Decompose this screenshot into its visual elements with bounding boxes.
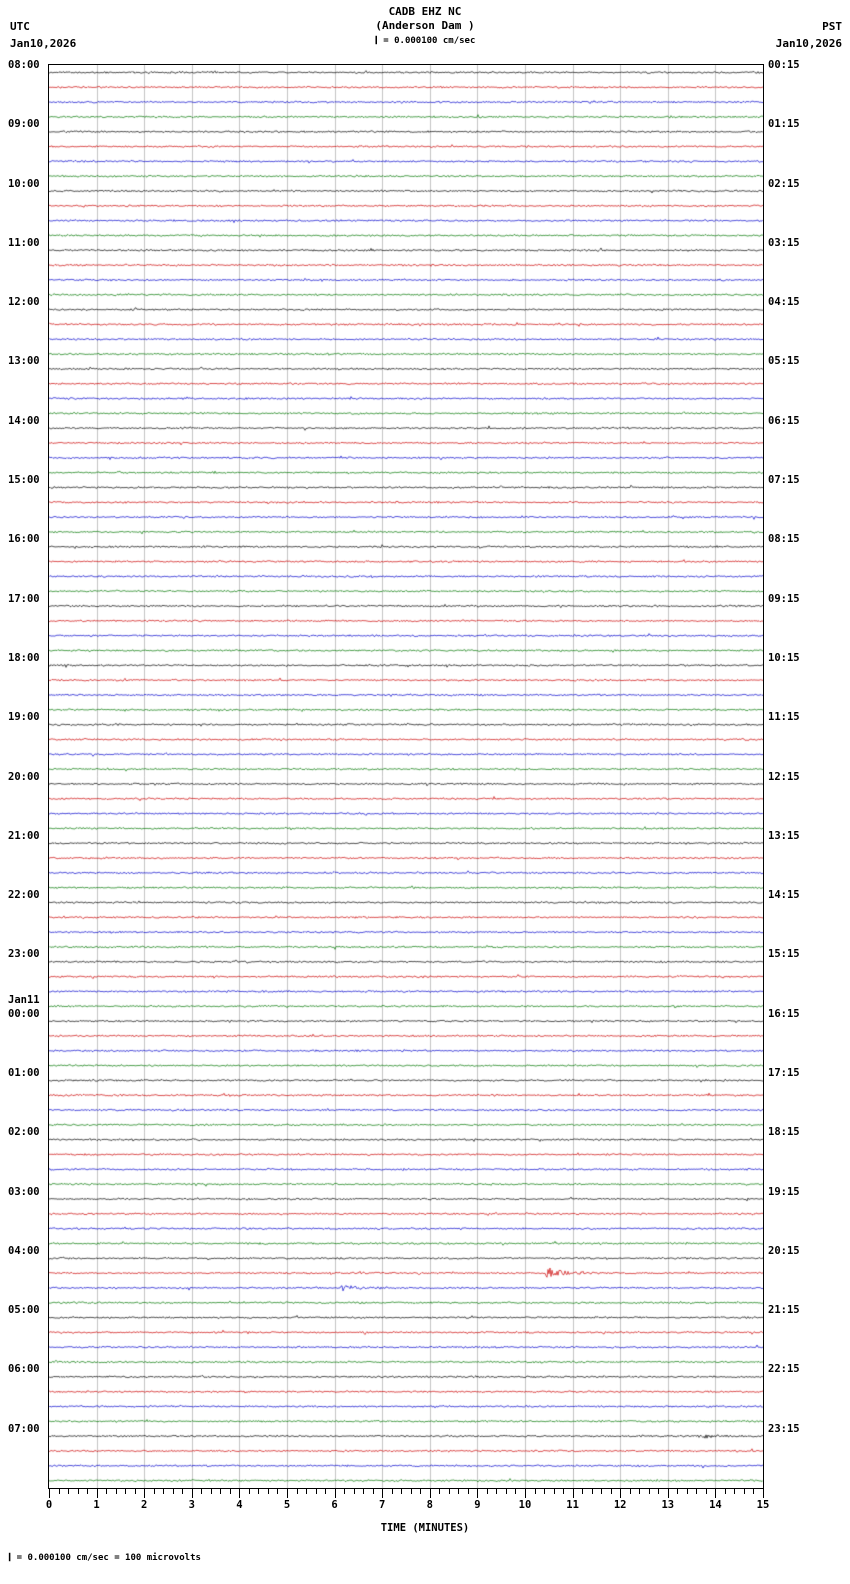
hour-label-pst: 23:15 — [768, 1422, 800, 1435]
hour-label-pst: 00:15 — [768, 59, 800, 71]
scale-bar-label: = 0.000100 cm/sec — [383, 36, 476, 46]
x-tick-minor — [211, 1489, 212, 1494]
footer-scale-icon: Ⅰ — [8, 1551, 12, 1564]
timezone-label-utc: UTC — [10, 20, 30, 33]
x-tick-label: 4 — [236, 1499, 243, 1511]
x-tick-major — [668, 1489, 669, 1498]
hour-label-pst: 02:15 — [768, 177, 800, 190]
x-tick-minor — [706, 1489, 707, 1494]
x-tick-minor — [496, 1489, 497, 1494]
x-tick-minor — [249, 1489, 250, 1494]
hour-label-pst: 08:15 — [768, 533, 800, 546]
hour-label-utc: 06:00 — [8, 1363, 40, 1376]
x-tick-minor — [78, 1489, 79, 1494]
hour-label-pst: 04:15 — [768, 296, 800, 309]
hour-label-utc: 18:00 — [8, 651, 40, 664]
x-axis — [45, 1489, 770, 1519]
x-tick-minor — [563, 1489, 564, 1494]
x-tick-minor — [630, 1489, 631, 1494]
x-tick-major — [335, 1489, 336, 1498]
x-tick-minor — [68, 1489, 69, 1494]
hour-label-pst: 17:15 — [768, 1066, 800, 1079]
x-tick-minor — [544, 1489, 545, 1494]
x-tick-minor — [696, 1489, 697, 1494]
x-tick-minor — [316, 1489, 317, 1494]
hour-label-utc: 08:00 — [8, 59, 40, 71]
hour-label-utc: 12:00 — [8, 296, 40, 309]
x-tick-major — [287, 1489, 288, 1498]
hour-label-pst: 12:15 — [768, 770, 800, 783]
x-tick-minor — [725, 1489, 726, 1494]
hour-label-pst: 19:15 — [768, 1185, 800, 1198]
hour-label-utc: 07:00 — [8, 1422, 40, 1435]
x-tick-minor — [268, 1489, 269, 1494]
hour-label-utc: 11:00 — [8, 236, 40, 249]
hour-label-utc: 09:00 — [8, 118, 40, 131]
x-tick-label: 9 — [474, 1499, 481, 1511]
x-tick-minor — [163, 1489, 164, 1494]
x-tick-label: 1 — [93, 1499, 100, 1511]
x-tick-major — [144, 1489, 145, 1498]
x-tick-minor — [458, 1489, 459, 1494]
x-tick-minor — [135, 1489, 136, 1494]
x-tick-minor — [106, 1489, 107, 1494]
x-tick-minor — [439, 1489, 440, 1494]
x-tick-minor — [182, 1489, 183, 1494]
x-tick-major — [620, 1489, 621, 1498]
x-tick-minor — [677, 1489, 678, 1494]
hour-label-pst: 05:15 — [768, 355, 800, 368]
x-tick-label: 12 — [613, 1499, 627, 1511]
hour-label-pst: 13:15 — [768, 829, 800, 842]
hour-label-utc: 23:00 — [8, 948, 40, 961]
x-tick-minor — [154, 1489, 155, 1494]
x-tick-label: 3 — [188, 1499, 195, 1511]
seismogram-traces — [49, 65, 763, 1488]
x-tick-minor — [125, 1489, 126, 1494]
hour-label-utc: 14:00 — [8, 414, 40, 427]
x-tick-minor — [734, 1489, 735, 1494]
hour-label-utc: 13:00 — [8, 355, 40, 368]
hour-label-utc: 00:00 — [8, 1007, 40, 1020]
hour-label-utc: 22:00 — [8, 889, 40, 902]
x-tick-minor — [59, 1489, 60, 1494]
header-center — [0, 5, 850, 33]
x-tick-minor — [506, 1489, 507, 1494]
x-tick-minor — [116, 1489, 117, 1494]
hour-label-pst: 10:15 — [768, 651, 800, 664]
x-tick-label: 0 — [45, 1499, 53, 1511]
x-tick-major — [239, 1489, 240, 1498]
hour-label-pst: 20:15 — [768, 1244, 800, 1257]
x-tick-label: 7 — [379, 1499, 386, 1511]
scale-bar — [375, 34, 476, 47]
hour-label-pst: 06:15 — [768, 414, 800, 427]
x-tick-major — [715, 1489, 716, 1498]
x-tick-minor — [420, 1489, 421, 1494]
station-channel-label: CADB EHZ NC — [388, 5, 462, 18]
hour-label-pst: 01:15 — [768, 118, 800, 131]
hour-label-pst: 03:15 — [768, 236, 800, 249]
hour-label-pst: 22:15 — [768, 1363, 800, 1376]
hour-label-utc: 05:00 — [8, 1304, 40, 1317]
x-tick-minor — [401, 1489, 402, 1494]
hour-label-pst: 15:15 — [768, 948, 800, 961]
x-tick-label: 8 — [426, 1499, 433, 1511]
hour-label-pst: 14:15 — [768, 889, 800, 902]
x-tick-minor — [535, 1489, 536, 1494]
hour-label-utc: 01:00 — [8, 1066, 40, 1079]
x-tick-major — [192, 1489, 193, 1498]
header-right — [776, 18, 842, 52]
x-tick-minor — [601, 1489, 602, 1494]
x-tick-minor — [753, 1489, 754, 1494]
hour-label-utc: 20:00 — [8, 770, 40, 783]
hour-label-pst: 21:15 — [768, 1304, 800, 1317]
hour-label-pst: 07:15 — [768, 474, 800, 487]
x-tick-major — [477, 1489, 478, 1498]
x-tick-minor — [373, 1489, 374, 1494]
hour-label-utc: 21:00 — [8, 829, 40, 842]
day-change-label: Jan11 — [8, 993, 40, 1006]
x-tick-minor — [449, 1489, 450, 1494]
footer-scale-note — [8, 1551, 201, 1564]
hour-label-pst: 16:15 — [768, 1007, 800, 1020]
x-tick-minor — [87, 1489, 88, 1494]
x-tick-minor — [297, 1489, 298, 1494]
x-tick-minor — [515, 1489, 516, 1494]
scale-bar-icon: Ⅰ — [374, 34, 378, 47]
x-tick-minor — [277, 1489, 278, 1494]
x-tick-major — [573, 1489, 574, 1498]
x-tick-major — [49, 1489, 50, 1498]
hour-label-utc: 17:00 — [8, 592, 40, 605]
date-label-utc: Jan10,2026 — [10, 37, 77, 50]
x-tick-minor — [611, 1489, 612, 1494]
x-tick-minor — [658, 1489, 659, 1494]
x-tick-minor — [687, 1489, 688, 1494]
x-axis-title: TIME (MINUTES) — [380, 1522, 470, 1534]
x-tick-major — [430, 1489, 431, 1498]
x-tick-minor — [392, 1489, 393, 1494]
hour-label-utc: 03:00 — [8, 1185, 40, 1198]
hour-label-pst: 09:15 — [768, 592, 800, 605]
x-tick-minor — [487, 1489, 488, 1494]
station-name-label: (Anderson Dam ) — [375, 19, 475, 32]
hour-label-pst: 18:15 — [768, 1126, 800, 1139]
x-tick-minor — [354, 1489, 355, 1494]
x-tick-label: 14 — [709, 1499, 722, 1511]
hour-label-utc: 16:00 — [8, 533, 40, 546]
x-tick-minor — [649, 1489, 650, 1494]
x-tick-minor — [258, 1489, 259, 1494]
x-tick-minor — [306, 1489, 307, 1494]
hour-label-utc: 15:00 — [8, 474, 40, 487]
hour-label-utc: 04:00 — [8, 1244, 40, 1257]
x-tick-minor — [592, 1489, 593, 1494]
hour-label-pst: 11:15 — [768, 711, 800, 724]
x-tick-minor — [554, 1489, 555, 1494]
x-tick-minor — [173, 1489, 174, 1494]
x-tick-minor — [582, 1489, 583, 1494]
x-tick-minor — [220, 1489, 221, 1494]
hour-label-utc: 02:00 — [8, 1126, 40, 1139]
x-tick-minor — [468, 1489, 469, 1494]
x-tick-minor — [325, 1489, 326, 1494]
x-tick-label: 11 — [566, 1499, 579, 1511]
x-tick-label: 15 — [756, 1499, 770, 1511]
x-tick-minor — [639, 1489, 640, 1494]
x-tick-label: 13 — [661, 1499, 675, 1511]
x-tick-label: 10 — [518, 1499, 532, 1511]
x-tick-major — [525, 1489, 526, 1498]
x-tick-major — [97, 1489, 98, 1498]
x-tick-label: 6 — [331, 1499, 338, 1511]
hour-label-utc: 19:00 — [8, 711, 40, 724]
x-tick-minor — [344, 1489, 345, 1494]
x-tick-major — [763, 1489, 764, 1498]
x-tick-minor — [201, 1489, 202, 1494]
x-tick-minor — [230, 1489, 231, 1494]
x-tick-major — [382, 1489, 383, 1498]
x-tick-minor — [744, 1489, 745, 1494]
hour-label-utc: 10:00 — [8, 177, 40, 190]
helicorder-plot — [48, 64, 764, 1489]
date-label-pst: Jan10,2026 — [775, 37, 842, 50]
x-tick-minor — [363, 1489, 364, 1494]
x-tick-minor — [411, 1489, 412, 1494]
timezone-label-pst: PST — [822, 20, 842, 33]
x-tick-label: 5 — [283, 1499, 291, 1511]
footer-scale-label: = 0.000100 cm/sec = 100 microvolts — [16, 1553, 201, 1563]
x-tick-label: 2 — [141, 1499, 148, 1511]
